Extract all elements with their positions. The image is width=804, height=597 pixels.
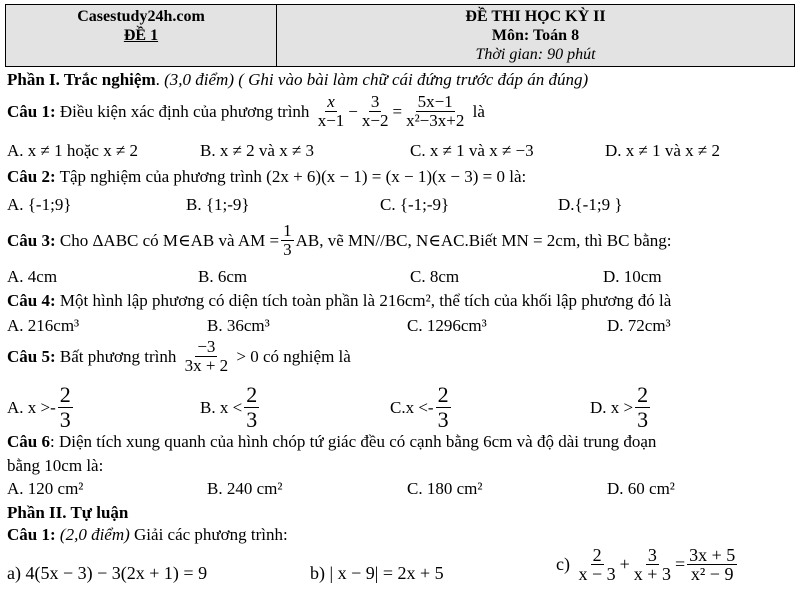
q5-text: Bất phương trình bbox=[59, 346, 177, 366]
p2q1-c-fraction-3: $\frac{3x + 5}{\text{x² − 9}}$ bbox=[689, 545, 736, 584]
q2-option-c: C. {-1;-9} bbox=[380, 195, 450, 214]
q6-label: Câu 6 bbox=[7, 432, 50, 451]
subject: Môn: Toán 8 bbox=[491, 27, 580, 44]
q5-option-a: A. x >- $\frac{2}{3}$ bbox=[7, 382, 71, 432]
q3-stem bbox=[7, 222, 671, 259]
part1-note: ( Ghi vào bài làm chữ cái đứng trước đáp án đúng) bbox=[238, 70, 589, 89]
q4-stem bbox=[7, 291, 671, 311]
q5-label: Câu 5: bbox=[7, 346, 56, 366]
q2-option-a: A. {-1;9} bbox=[7, 195, 72, 214]
q2-option-d: D.{-1;9 } bbox=[558, 195, 623, 214]
q1-fraction-2: $\frac{3}{x-2}$ bbox=[361, 92, 389, 130]
p2q1-c: c) $\frac{2}{x - 3}$ + $\frac{3}{x + 3}$ = $\frac{3x + 5}{\text{x² − 9}}$ bbox=[556, 545, 736, 584]
q3-option-a: A. 4cm bbox=[7, 267, 58, 286]
q4-text: Một hình lập phương có diện tích toàn phần là 216cm², thể tích của khối lập phương đó là bbox=[59, 291, 672, 310]
q3-option-c: C. 8cm bbox=[410, 267, 460, 286]
q1-fraction-3: $\frac{5x-1}{\text{x²−3x+2}}$ bbox=[406, 92, 465, 130]
q5-fraction: $\frac{-3}{3x + 2}$ bbox=[184, 337, 229, 375]
p2q1-label: Câu 1: bbox=[7, 525, 56, 544]
q6-option-d: D. 60 cm² bbox=[607, 479, 675, 498]
q5-option-b: B. x < $\frac{2}{3}$ bbox=[200, 382, 258, 432]
q4-option-b: B. 36cm³ bbox=[207, 316, 270, 335]
q3-fraction: $\frac{1}{3}$ bbox=[283, 221, 292, 259]
duration: Thời gian: 90 phút bbox=[475, 46, 596, 63]
q6-option-a: A. 120 cm² bbox=[7, 479, 84, 498]
q6-text-2: bằng 10cm là: bbox=[7, 456, 104, 475]
q1-text: Điều kiện xác định của phương trình bbox=[59, 101, 310, 121]
p2q1-c-fraction-2: $\frac{3}{x + 3}$ bbox=[633, 545, 671, 584]
p2q1-stem bbox=[7, 525, 288, 545]
q4-option-c: C. 1296cm³ bbox=[407, 316, 487, 335]
q3-text-1: Cho ΔABC có M∈AB và AM = bbox=[59, 230, 280, 250]
q5-option-c: C.x <- $\frac{2}{3}$ bbox=[390, 382, 449, 432]
q6-option-b: B. 240 cm² bbox=[207, 479, 283, 498]
q3-text-2: AB, vẽ MN//BC, N∈AC.Biết MN = 2cm, thì BC bằng: bbox=[295, 230, 672, 250]
q1-stem: Câu 1: Điều kiện xác định của phương trình $\frac{x}{x-1}$ − $\frac{3}{x-2}$ = $\frac{5x-1}{\text{x²−3x+2}}$ là bbox=[7, 92, 485, 130]
q2-stem bbox=[7, 167, 526, 187]
q6-option-c: C. 180 cm² bbox=[407, 479, 483, 498]
q6-text-1: : Diện tích xung quanh của hình chóp tứ giác đều có cạnh bằng 6cm và độ dài trung đoạn bbox=[49, 432, 657, 451]
q3-option-d: D. 10cm bbox=[603, 267, 662, 286]
q4-label: Câu 4: bbox=[7, 291, 56, 310]
q1-label: Câu 1: bbox=[7, 101, 56, 121]
part2-title: Phần II. Tự luận bbox=[7, 503, 129, 522]
q2-text: Tập nghiệm của phương trình (2x + 6)(x − 1) = (x − 1)(x − 3) = 0 là: bbox=[59, 167, 527, 186]
q4-option-a: A. 216cm³ bbox=[7, 316, 80, 335]
q1-option-b: B. x ≠ 2 và x ≠ 3 bbox=[200, 141, 315, 160]
part1-heading: Phần I. Trắc nghiệm. (3,0 điểm) ( Ghi vào bài làm chữ cái đứng trước đáp án đúng) bbox=[7, 70, 589, 89]
p2q1-points: (2,0 điểm) bbox=[59, 525, 130, 544]
header-left-cell bbox=[6, 5, 277, 67]
q6-stem-line1 bbox=[7, 432, 656, 452]
part1-title: Phần I. Trắc nghiệm bbox=[7, 70, 156, 89]
header-table bbox=[5, 4, 795, 67]
p2q1-text: Giải các phương trình: bbox=[134, 525, 288, 544]
q2-label: Câu 2: bbox=[7, 167, 56, 186]
q2-option-b: B. {1;-9} bbox=[186, 195, 250, 214]
q3-option-b: B. 6cm bbox=[198, 267, 248, 286]
q3-label: Câu 3: bbox=[7, 230, 56, 250]
header-right-cell bbox=[277, 5, 795, 67]
p2q1-b: b) | x − 9| = 2x + 5 bbox=[310, 563, 444, 583]
q1-option-a: A. x ≠ 1 hoặc x ≠ 2 bbox=[7, 141, 139, 160]
exam-title: ĐỀ THI HỌC KỲ II bbox=[465, 8, 606, 25]
q1-option-d: D. x ≠ 1 và x ≠ 2 bbox=[605, 141, 720, 160]
q4-option-d: D. 72cm³ bbox=[607, 316, 671, 335]
p2q1-a: a) 4(5x − 3) − 3(2x + 1) = 9 bbox=[7, 563, 208, 583]
exam-number: ĐỀ 1 bbox=[123, 27, 159, 44]
part1-points: (3,0 điểm) bbox=[164, 70, 234, 89]
q5-option-d: D. x > $\frac{2}{3}$ bbox=[590, 382, 649, 432]
site-name: Casestudy24h.com bbox=[77, 8, 205, 25]
q5-stem: Câu 5: Bất phương trình $\frac{-3}{3x + 2}$ > 0 có nghiệm là bbox=[7, 337, 351, 375]
q1-option-c: C. x ≠ 1 và x ≠ −3 bbox=[410, 141, 534, 160]
q1-fraction-1: $\frac{x}{x-1}$ bbox=[317, 92, 345, 130]
p2q1-c-fraction-1: $\frac{2}{x - 3}$ bbox=[578, 545, 616, 584]
